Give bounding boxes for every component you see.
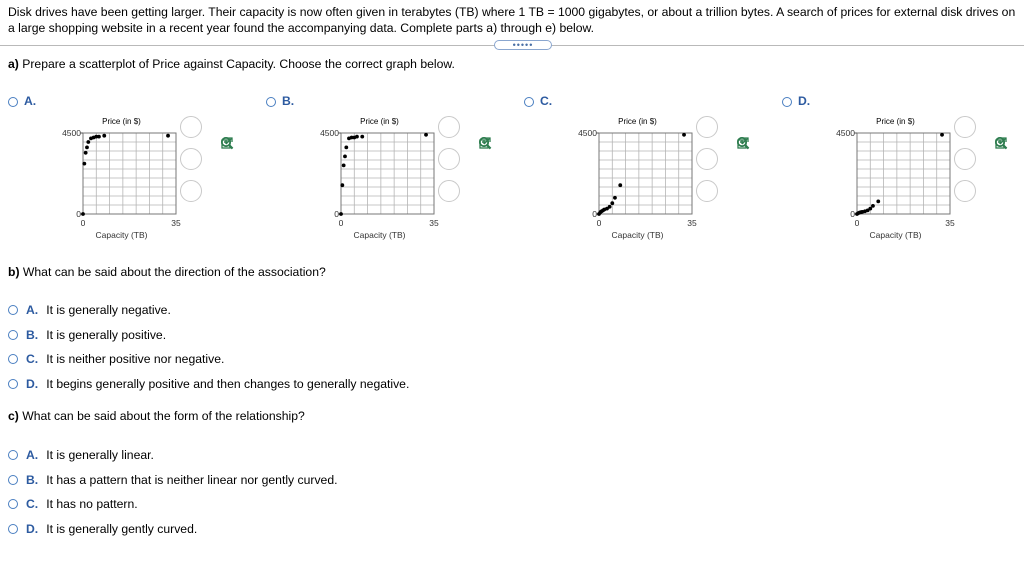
data-point (871, 204, 875, 208)
zoom-in-button[interactable] (438, 116, 460, 138)
zoom-out-button[interactable] (696, 148, 718, 170)
data-point (608, 205, 612, 209)
part-a-prompt (8, 57, 455, 71)
part-b-option-b[interactable] (8, 327, 166, 343)
zoom-in-button[interactable] (180, 116, 202, 138)
radio-button[interactable] (8, 354, 18, 364)
option-letter: D. (798, 94, 811, 108)
part-a-label: a) (8, 57, 19, 71)
zoom-out-button[interactable] (954, 148, 976, 170)
part-b-option-a[interactable] (8, 302, 171, 318)
pop-out-icon (994, 136, 1008, 150)
x-tick-label: 35 (429, 218, 439, 228)
plot-frame (83, 133, 176, 214)
pop-out-button[interactable] (438, 180, 460, 202)
x-axis-label: Capacity (TB) (353, 230, 406, 240)
graph-tools (954, 116, 978, 212)
data-point (868, 207, 872, 211)
scatterplot (306, 114, 446, 244)
option-letter: B. (26, 328, 39, 342)
plot-frame (857, 133, 950, 214)
option-letter: D. (26, 522, 39, 536)
part-c-label: c) (8, 409, 19, 423)
y-tick-label: 0 (850, 209, 855, 219)
data-point (342, 164, 346, 168)
data-point (876, 200, 880, 204)
data-point (344, 146, 348, 150)
option-letter: A. (24, 94, 37, 108)
x-tick-label: 35 (945, 218, 955, 228)
data-point (84, 151, 88, 155)
part-c-option-d[interactable] (8, 521, 197, 537)
x-tick-label: 0 (338, 218, 344, 228)
pop-out-button[interactable] (954, 180, 976, 202)
option-letter: C. (540, 94, 553, 108)
x-axis-label: Capacity (TB) (95, 230, 148, 240)
option-text: It is neither positive nor negative. (46, 352, 225, 366)
part-c-text: What can be said about the form of the relationship? (18, 409, 305, 423)
expand-button[interactable]: ••••• (494, 40, 552, 50)
part-c-prompt (8, 409, 305, 423)
radio-button[interactable] (8, 524, 18, 534)
zoom-in-button[interactable] (696, 116, 718, 138)
part-c-option-a[interactable] (8, 447, 154, 463)
option-letter: B. (26, 473, 39, 487)
x-axis-label: Capacity (TB) (869, 230, 922, 240)
option-text: It is generally linear. (46, 448, 154, 462)
data-point (339, 212, 343, 216)
y-axis-label: Price (in $) (618, 117, 657, 126)
part-b-option-d[interactable] (8, 376, 409, 392)
option-letter: A. (26, 303, 39, 317)
data-point (97, 135, 101, 139)
x-tick-label: 0 (80, 218, 86, 228)
data-point (85, 146, 89, 150)
y-axis-label: Price (in $) (360, 117, 399, 126)
y-tick-label: 4500 (836, 128, 855, 138)
data-point (424, 133, 428, 137)
part-c-option-b[interactable] (8, 472, 338, 488)
zoom-out-button[interactable] (180, 148, 202, 170)
data-point (355, 135, 359, 139)
y-tick-label: 0 (76, 209, 81, 219)
y-tick-label: 0 (592, 209, 597, 219)
data-point (618, 183, 622, 187)
x-axis-label: Capacity (TB) (611, 230, 664, 240)
pop-out-icon (478, 136, 492, 150)
data-point (81, 212, 85, 216)
x-tick-label: 0 (596, 218, 602, 228)
data-point (86, 140, 90, 144)
data-point (82, 162, 86, 166)
x-tick-label: 0 (854, 218, 860, 228)
x-tick-label: 35 (171, 218, 181, 228)
zoom-in-button[interactable] (954, 116, 976, 138)
option-text: It is generally negative. (46, 303, 171, 317)
radio-button[interactable] (8, 305, 18, 315)
data-point (360, 135, 364, 139)
y-tick-label: 4500 (578, 128, 597, 138)
data-point (340, 183, 344, 187)
data-point (940, 133, 944, 137)
option-text: It has no pattern. (46, 497, 138, 511)
option-text: It begins generally positive and then changes to generally negative. (46, 377, 410, 391)
problem-intro: Disk drives have been getting larger. Their capacity is now often given in terabytes (TB) where 1 TB = 1000 gigabytes, or about a trillion bytes. A search of prices for external disk drives on a large shopping website in a recent year found the accompanying data. Complete parts a) through e) below. (8, 5, 1016, 35)
graph-tools (438, 116, 462, 212)
radio-button[interactable] (266, 97, 276, 107)
data-point (166, 134, 170, 138)
graph-tools (696, 116, 720, 212)
radio-button[interactable] (8, 499, 18, 509)
y-axis-label: Price (in $) (102, 117, 141, 126)
scatterplot (48, 114, 188, 244)
data-point (102, 134, 106, 138)
graph-tools (180, 116, 204, 212)
option-letter: B. (282, 94, 295, 108)
part-b-text: What can be said about the direction of the association? (19, 265, 326, 279)
radio-button[interactable] (524, 97, 534, 107)
part-a-text: Prepare a scatterplot of Price against Capacity. Choose the correct graph below. (18, 57, 455, 71)
pop-out-button[interactable] (180, 180, 202, 202)
data-point (610, 201, 614, 205)
plot-frame (341, 133, 434, 214)
radio-button[interactable] (8, 97, 18, 107)
radio-button[interactable] (8, 330, 18, 340)
radio-button[interactable] (8, 450, 18, 460)
part-b-label: b) (8, 265, 20, 279)
option-letter: A. (26, 448, 39, 462)
x-tick-label: 35 (687, 218, 697, 228)
option-letter: D. (26, 377, 39, 391)
y-axis-label: Price (in $) (876, 117, 915, 126)
zoom-out-button[interactable] (438, 148, 460, 170)
part-b-prompt (8, 265, 326, 279)
data-point (682, 133, 686, 137)
y-tick-label: 4500 (62, 128, 81, 138)
radio-button[interactable] (782, 97, 792, 107)
scatterplot (822, 114, 962, 244)
part-b-option-c[interactable] (8, 351, 224, 367)
pop-out-icon (220, 136, 234, 150)
part-c-option-c[interactable] (8, 496, 138, 512)
radio-button[interactable] (8, 379, 18, 389)
option-letter: C. (26, 497, 39, 511)
option-text: It is generally gently curved. (46, 522, 198, 536)
y-tick-label: 0 (334, 209, 339, 219)
option-letter: C. (26, 352, 39, 366)
y-tick-label: 4500 (320, 128, 339, 138)
radio-button[interactable] (8, 475, 18, 485)
pop-out-icon (736, 136, 750, 150)
data-point (613, 196, 617, 200)
option-text: It is generally positive. (46, 328, 167, 342)
pop-out-button[interactable] (696, 180, 718, 202)
option-text: It has a pattern that is neither linear nor gently curved. (46, 473, 338, 487)
scatterplot (564, 114, 704, 244)
data-point (343, 155, 347, 159)
